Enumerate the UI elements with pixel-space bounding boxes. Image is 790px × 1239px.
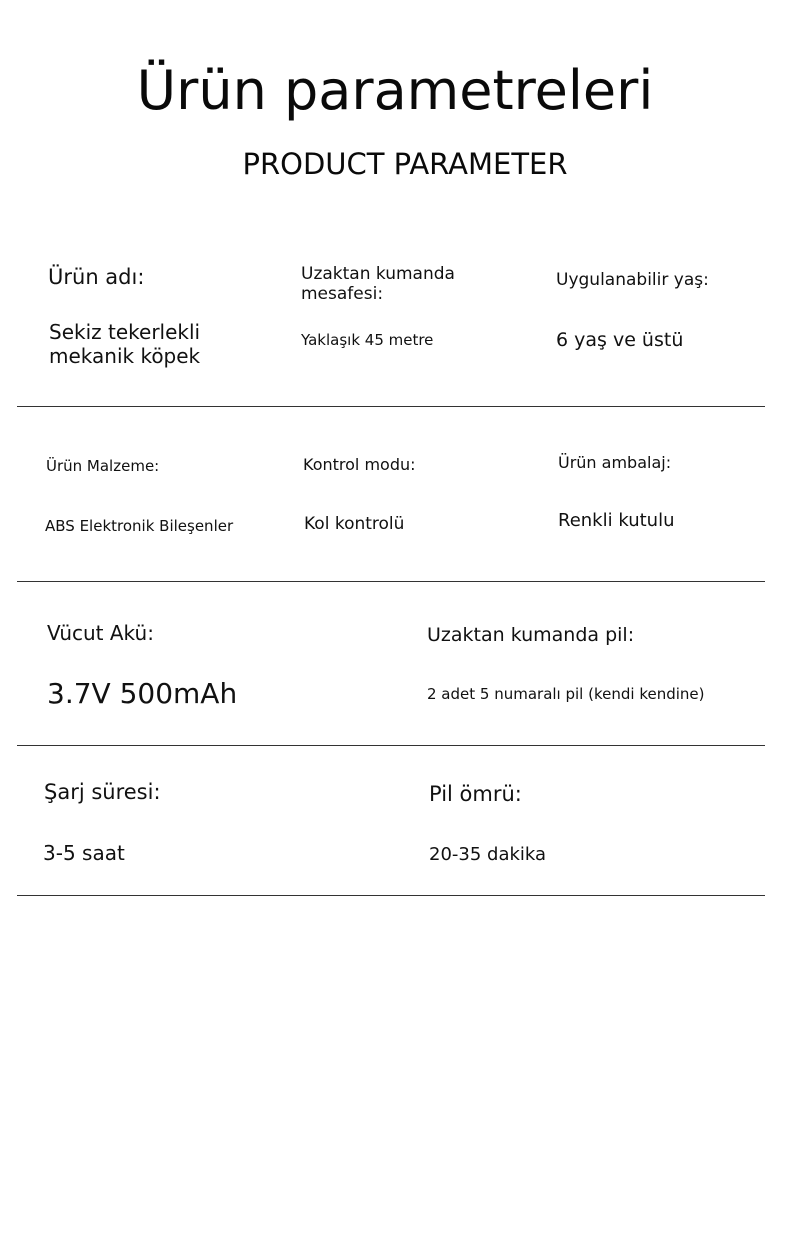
param-label-charge-time: Şarj süresi:	[44, 780, 161, 804]
param-value-product-name: Sekiz tekerlekli mekanik köpek	[49, 320, 201, 368]
param-label-battery-life: Pil ömrü:	[429, 782, 522, 806]
param-label-body-battery: Vücut Akü:	[47, 621, 154, 645]
param-label-remote-battery: Uzaktan kumanda pil:	[427, 624, 635, 646]
page-subtitle: PRODUCT PARAMETER	[242, 147, 568, 181]
param-value-remote-distance: Yaklaşık 45 metre	[301, 331, 434, 349]
param-label-material: Ürün Malzeme:	[46, 457, 160, 475]
param-value-control-mode: Kol kontrolü	[304, 514, 405, 534]
param-value-remote-battery: 2 adet 5 numaralı pil (kendi kendine)	[427, 685, 705, 703]
row-divider	[17, 895, 765, 896]
param-label-remote-distance: Uzaktan kumanda mesafesi:	[301, 264, 455, 304]
param-value-charge-time: 3-5 saat	[43, 841, 125, 865]
param-value-age: 6 yaş ve üstü	[556, 329, 684, 351]
param-value-battery-life: 20-35 dakika	[429, 844, 547, 865]
param-label-age: Uygulanabilir yaş:	[556, 270, 709, 290]
param-label-product-name: Ürün adı:	[48, 265, 145, 289]
row-divider	[17, 745, 765, 746]
param-value-packaging: Renkli kutulu	[558, 510, 675, 531]
param-value-material: ABS Elektronik Bileşenler	[45, 517, 234, 535]
row-divider	[17, 406, 765, 407]
row-divider	[17, 581, 765, 582]
param-value-body-battery: 3.7V 500mAh	[47, 677, 238, 710]
param-label-control-mode: Kontrol modu:	[303, 455, 416, 474]
param-label-packaging: Ürün ambalaj:	[558, 453, 672, 472]
page-title: Ürün parametreleri	[136, 59, 654, 122]
